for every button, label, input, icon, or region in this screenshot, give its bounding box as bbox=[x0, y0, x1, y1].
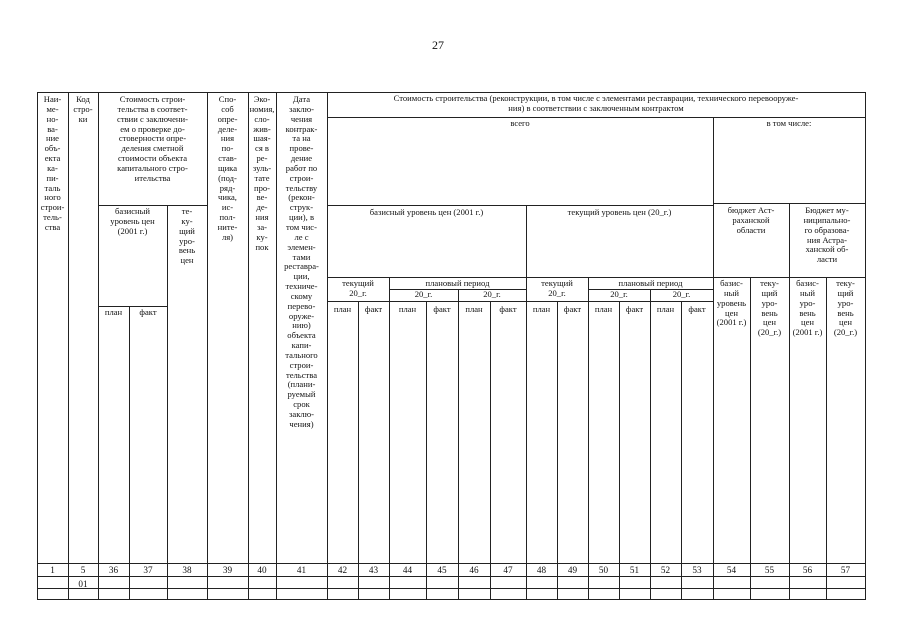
column-number: 52 bbox=[660, 565, 671, 575]
header-plan: план bbox=[398, 304, 417, 314]
column-number: 56 bbox=[802, 565, 813, 575]
column-number: 41 bbox=[296, 565, 307, 575]
header-planned-year-2: 20_г. bbox=[672, 289, 691, 299]
header-fact: факт bbox=[625, 304, 644, 314]
header-fact: факт bbox=[688, 304, 706, 314]
header-contract-cost: Стоимость строительства (реконструкции, в том числе с элементами реставрации, технического перевооруже- ния) в соответствии с заключенным контрактом bbox=[393, 93, 799, 113]
grid-line bbox=[327, 205, 714, 206]
column-number: 53 bbox=[692, 565, 702, 575]
header-plan: план bbox=[333, 304, 352, 314]
header-cost-conclusion: Стоимость строи- тельства в соответ- ствии с заключени- ем о проверке до- стоверности опре- деления сметной стоимости объекта капитального стро- ительства bbox=[117, 94, 188, 183]
header-planned-year-2: 20_г. bbox=[483, 289, 501, 299]
header-fact: факт bbox=[499, 304, 517, 314]
column-number: 45 bbox=[437, 565, 447, 575]
header-planned-period: плановый период bbox=[425, 278, 490, 288]
grid-line bbox=[68, 92, 69, 600]
grid-line bbox=[713, 117, 714, 600]
column-number: 43 bbox=[368, 565, 379, 575]
column-number: 55 bbox=[764, 565, 775, 575]
column-number: 50 bbox=[598, 565, 609, 575]
column-number: 39 bbox=[222, 565, 233, 575]
column-number: 57 bbox=[840, 565, 851, 575]
report-table bbox=[37, 92, 865, 600]
column-number: 38 bbox=[182, 565, 192, 575]
header-planned-year-1: 20_г. bbox=[414, 289, 433, 299]
grid-line bbox=[557, 301, 558, 600]
header-planned-period: плановый период bbox=[618, 278, 683, 288]
grid-line bbox=[865, 92, 866, 600]
grid-line bbox=[588, 277, 589, 600]
grid-line bbox=[426, 301, 427, 600]
header-regional-base: базис- ный уровень цен (2001 г.) bbox=[716, 278, 747, 328]
header-plan: план bbox=[594, 304, 613, 314]
column-number: 1 bbox=[50, 565, 55, 575]
header-including: в том числе: bbox=[766, 118, 812, 128]
column-number: 36 bbox=[108, 565, 119, 575]
grid-line bbox=[358, 301, 359, 600]
header-row-code: Код стро- ки bbox=[73, 94, 93, 124]
header-municipal-base: базис- ный уро- вень цен (2001 г.) bbox=[792, 278, 823, 338]
header-fact: факт bbox=[139, 307, 157, 317]
column-number: 51 bbox=[629, 565, 640, 575]
header-total: всего bbox=[510, 118, 530, 128]
grid-line bbox=[458, 289, 459, 600]
grid-line bbox=[327, 92, 328, 600]
grid-line bbox=[650, 289, 651, 600]
column-number: 46 bbox=[469, 565, 479, 575]
header-planned-year-1: 20_г. bbox=[610, 289, 628, 299]
page-number: 27 bbox=[432, 38, 444, 52]
header-regional-current: теку- щий уро- вень цен (20_г.) bbox=[757, 278, 782, 338]
header-current-year: текущий 20_г. bbox=[342, 278, 374, 298]
header-contract-date: Дата заклю- чения контрак- та на прове- дение работ по строи- тельству (рекон- струк- ции), в том чис- ле с элемен- тами реставра- ции, техниче- скому перево- оруже- нию) объекта капи- тального строи- тельства (плани- руемый срок заклю- чения) bbox=[284, 94, 319, 429]
header-fact: факт bbox=[563, 304, 582, 314]
header-municipal-budget: Бюджет му- ниципально- го образова- ния Астра- ханской об- ласти bbox=[803, 205, 851, 265]
header-current-year: текущий 20_г. bbox=[541, 278, 573, 298]
grid-line bbox=[526, 205, 527, 600]
grid-line bbox=[37, 599, 866, 600]
header-base-level: базисный уровень цен (2001 г.) bbox=[110, 206, 155, 236]
column-number: 42 bbox=[337, 565, 348, 575]
column-number: 48 bbox=[536, 565, 547, 575]
column-number: 44 bbox=[402, 565, 413, 575]
grid-line bbox=[389, 277, 390, 600]
grid-line bbox=[681, 301, 682, 600]
header-current-20: текущий уровень цен (20_г.) bbox=[567, 207, 672, 217]
header-current-level: те- ку- щий уро- вень цен bbox=[178, 206, 196, 266]
header-regional-budget: бюджет Аст- раханской области bbox=[727, 205, 775, 235]
grid-line bbox=[37, 576, 866, 577]
column-number: 37 bbox=[143, 565, 153, 575]
column-number: 47 bbox=[503, 565, 513, 575]
column-number: 54 bbox=[726, 565, 737, 575]
column-number: 5 bbox=[80, 565, 86, 575]
grid-line bbox=[619, 301, 620, 600]
header-fact: факт bbox=[433, 304, 451, 314]
row-code-cell: 01 bbox=[78, 579, 88, 589]
header-plan: план bbox=[656, 304, 675, 314]
header-plan: план bbox=[532, 304, 551, 314]
grid-line bbox=[490, 301, 491, 600]
header-object-name: Наи- ме- но- ва- ние объ- екта ка- пи- таль ного строи- тель- ства bbox=[40, 94, 65, 232]
header-supplier-method: Спо- соб опре- деле- ния по- став- щика (под- ряд- чика, ис- пол- ните- ля) bbox=[217, 94, 238, 242]
grid-line bbox=[129, 306, 130, 600]
header-base-2001: базисный уровень цен (2001 г.) bbox=[369, 207, 484, 217]
column-number: 40 bbox=[257, 565, 267, 575]
header-plan: план bbox=[104, 307, 123, 317]
header-plan: план bbox=[465, 304, 483, 314]
grid-line bbox=[37, 588, 866, 589]
header-savings: Эко- номия, сло- жив- шая- ся в ре- зуль- тате про- ве- де- ния за- ку- пок bbox=[249, 94, 275, 252]
grid-line bbox=[327, 301, 714, 302]
column-number: 49 bbox=[567, 565, 578, 575]
header-fact: факт bbox=[364, 304, 383, 314]
header-municipal-current: теку- щий уро- вень цен (20_г.) bbox=[833, 278, 858, 338]
